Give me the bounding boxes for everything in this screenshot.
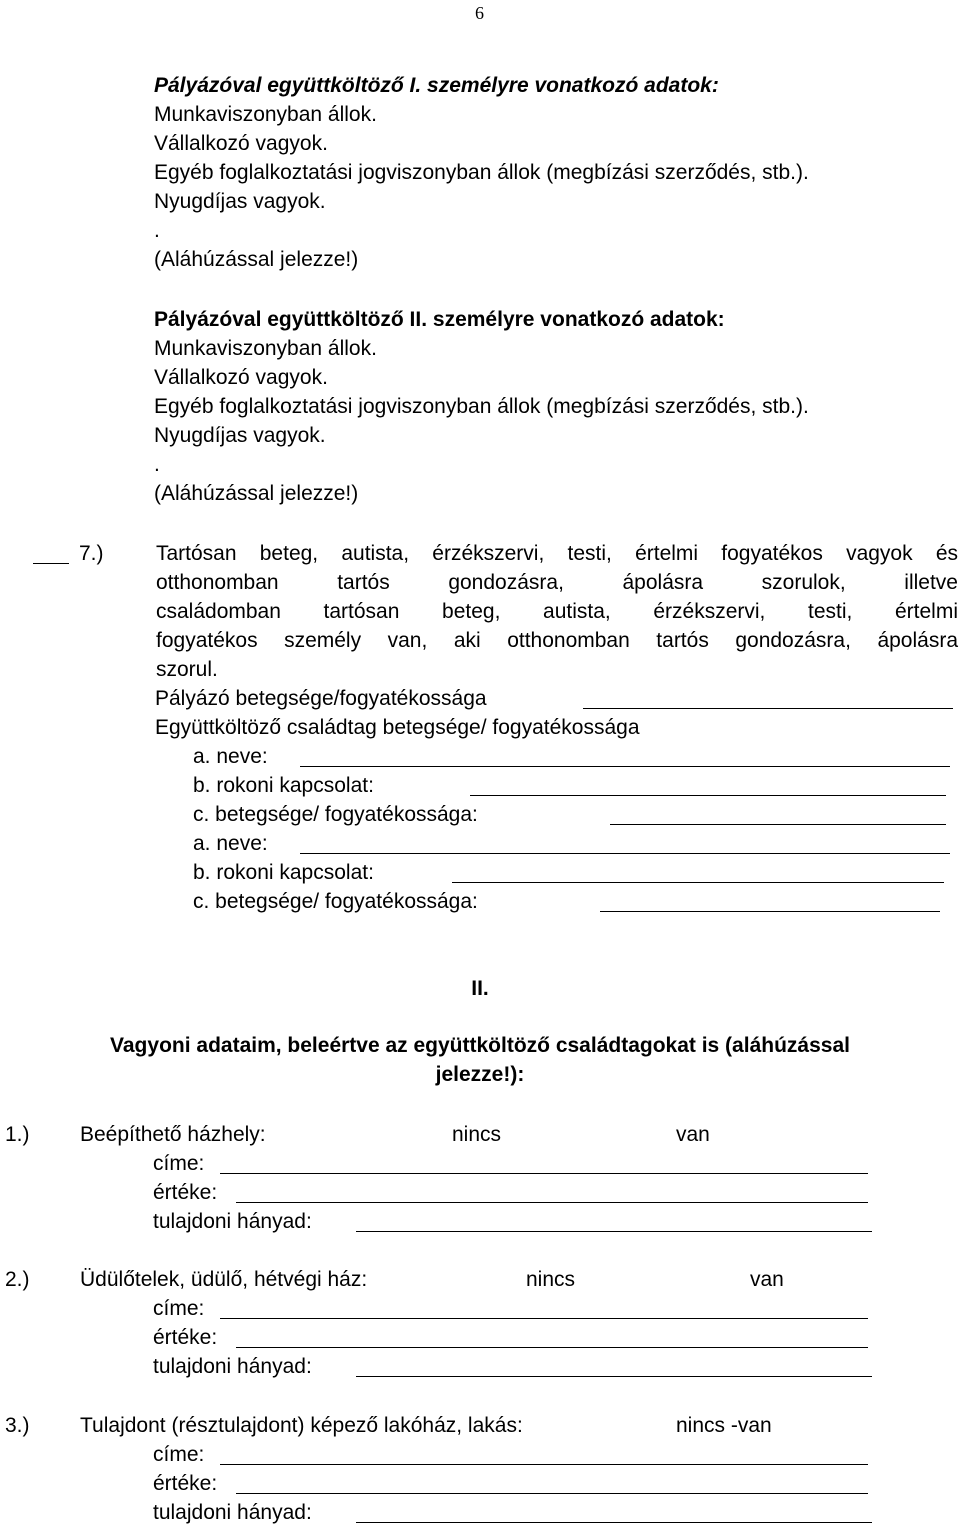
section2-note: (Aláhúzással jelezze!) bbox=[154, 482, 359, 505]
section1-note: (Aláhúzással jelezze!) bbox=[154, 248, 359, 271]
asset-share-field[interactable] bbox=[356, 1522, 872, 1523]
item7-paragraph-line: családomban tartósan beteg, autista, érzékszervi, testi, értelmi bbox=[156, 600, 958, 623]
item7-paragraph-line: otthonomban tartós gondozásra, ápolásra szorulok, illetve bbox=[156, 571, 958, 594]
asset-option-nincs[interactable]: nincs bbox=[452, 1123, 502, 1146]
asset-field-label: címe: bbox=[153, 1152, 205, 1175]
family-field-label: c. betegsége/ fogyatékossága: bbox=[193, 803, 478, 826]
family-field-label: b. rokoni kapcsolat: bbox=[193, 774, 374, 797]
family-illness-field[interactable] bbox=[610, 824, 946, 825]
section2-option[interactable]: . bbox=[154, 453, 160, 476]
asset-option-nincs[interactable]: nincs bbox=[526, 1268, 576, 1291]
applicant-illness-field[interactable] bbox=[583, 708, 953, 709]
asset-field-label: értéke: bbox=[153, 1472, 218, 1495]
section2-option[interactable]: Munkaviszonyban állok. bbox=[154, 337, 377, 360]
family-illness-label: Együttköltöző családtag betegsége/ fogyatékossága bbox=[155, 716, 640, 739]
asset-label: Beépíthető házhely: bbox=[80, 1123, 266, 1146]
asset-field-label: tulajdoni hányad: bbox=[153, 1501, 312, 1524]
asset-address-field[interactable] bbox=[220, 1464, 868, 1465]
asset-field-label: értéke: bbox=[153, 1181, 218, 1204]
asset-number: 3.) bbox=[5, 1414, 30, 1437]
section1-option[interactable]: Nyugdíjas vagyok. bbox=[154, 190, 326, 213]
item7-paragraph-last: szorul. bbox=[156, 658, 218, 681]
asset-value-field[interactable] bbox=[236, 1347, 868, 1348]
family-relation-field[interactable] bbox=[470, 795, 946, 796]
asset-share-field[interactable] bbox=[356, 1231, 872, 1232]
part2-roman: II. bbox=[471, 977, 489, 1000]
section1-option[interactable]: Egyéb foglalkoztatási jogviszonyban állok (megbízási szerződés, stb.). bbox=[154, 161, 809, 184]
asset-value-field[interactable] bbox=[236, 1493, 868, 1494]
section2-option[interactable]: Vállalkozó vagyok. bbox=[154, 366, 328, 389]
family-illness-field[interactable] bbox=[600, 911, 940, 912]
asset-option-van[interactable]: van bbox=[750, 1268, 784, 1291]
asset-label: Tulajdont (résztulajdont) képező lakóház, lakás: bbox=[80, 1414, 523, 1437]
family-name-field[interactable] bbox=[300, 766, 950, 767]
asset-option-nincs-van[interactable]: nincs -van bbox=[676, 1414, 772, 1437]
item7-paragraph-line: Tartósan beteg, autista, érzékszervi, testi, értelmi fogyatékos vagyok és bbox=[156, 542, 958, 565]
item7-check-blank[interactable] bbox=[33, 563, 69, 564]
section2-option[interactable]: Nyugdíjas vagyok. bbox=[154, 424, 326, 447]
family-relation-field[interactable] bbox=[452, 882, 944, 883]
asset-field-label: címe: bbox=[153, 1297, 205, 1320]
family-field-label: a. neve: bbox=[193, 745, 268, 768]
item7-number: 7.) bbox=[79, 542, 104, 565]
section2-heading: Pályázóval együttköltöző II. személyre vonatkozó adatok: bbox=[154, 308, 725, 331]
asset-label: Üdülőtelek, üdülő, hétvégi ház: bbox=[80, 1268, 368, 1291]
section1-option[interactable]: Vállalkozó vagyok. bbox=[154, 132, 328, 155]
asset-address-field[interactable] bbox=[220, 1318, 868, 1319]
applicant-illness-label: Pályázó betegsége/fogyatékossága bbox=[155, 687, 487, 710]
section2-option[interactable]: Egyéb foglalkoztatási jogviszonyban állok (megbízási szerződés, stb.). bbox=[154, 395, 809, 418]
asset-address-field[interactable] bbox=[220, 1173, 868, 1174]
section1-option[interactable]: Munkaviszonyban állok. bbox=[154, 103, 377, 126]
asset-field-label: tulajdoni hányad: bbox=[153, 1210, 312, 1233]
asset-option-van[interactable]: van bbox=[676, 1123, 710, 1146]
asset-field-label: értéke: bbox=[153, 1326, 218, 1349]
section1-heading: Pályázóval együttköltöző I. személyre vonatkozó adatok: bbox=[154, 74, 719, 97]
family-field-label: c. betegsége/ fogyatékossága: bbox=[193, 890, 478, 913]
page-number: 6 bbox=[475, 3, 484, 23]
asset-field-label: címe: bbox=[153, 1443, 205, 1466]
family-name-field[interactable] bbox=[300, 853, 950, 854]
asset-field-label: tulajdoni hányad: bbox=[153, 1355, 312, 1378]
asset-number: 1.) bbox=[5, 1123, 30, 1146]
asset-share-field[interactable] bbox=[356, 1376, 872, 1377]
item7-paragraph-line: fogyatékos személy van, aki otthonomban tartós gondozásra, ápolásra bbox=[156, 629, 958, 652]
family-field-label: a. neve: bbox=[193, 832, 268, 855]
asset-number: 2.) bbox=[5, 1268, 30, 1291]
part2-title-line2: jelezze!): bbox=[435, 1063, 525, 1086]
asset-value-field[interactable] bbox=[236, 1202, 868, 1203]
family-field-label: b. rokoni kapcsolat: bbox=[193, 861, 374, 884]
section1-option[interactable]: . bbox=[154, 219, 160, 242]
part2-title-line1: Vagyoni adataim, beleértve az együttköltöző családtagokat is (aláhúzással bbox=[110, 1034, 850, 1057]
